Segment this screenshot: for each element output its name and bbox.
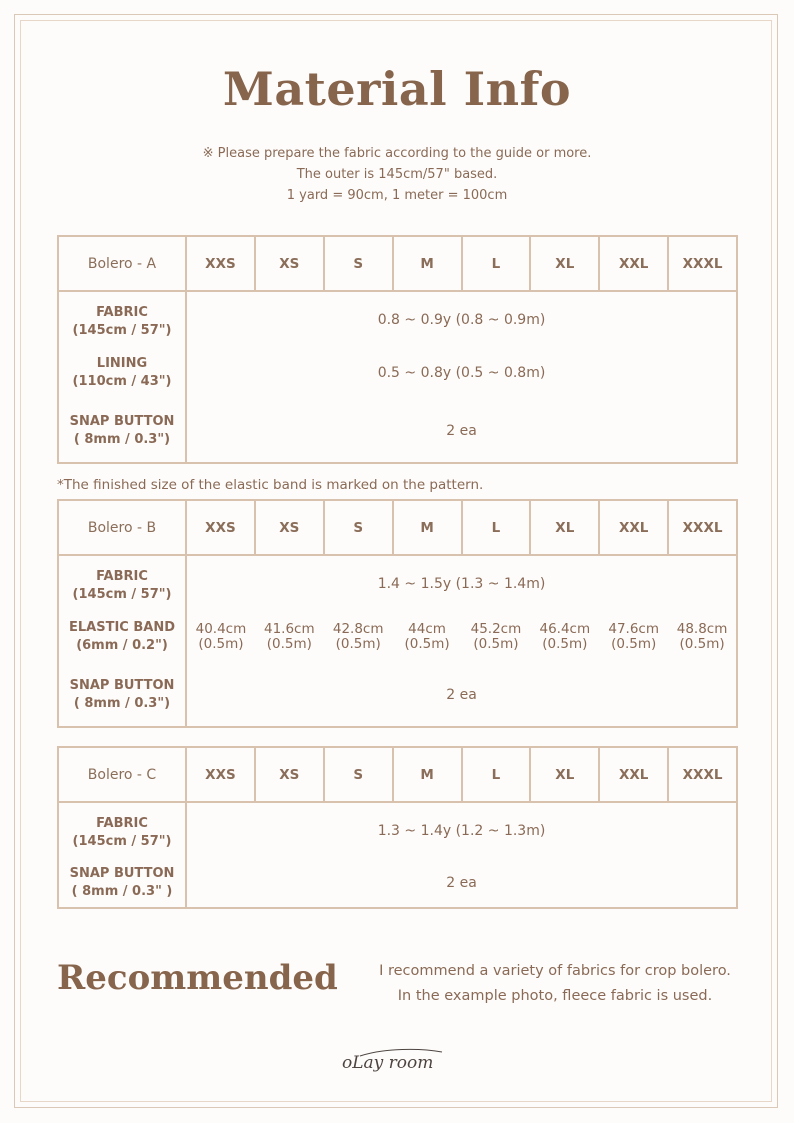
table-name: Bolero - A: [58, 236, 186, 291]
olay-room-logo: [330, 1040, 470, 1080]
note-line-1: ※ Please prepare the fabric according to the guide or more.: [202, 146, 592, 161]
size-header: XL: [530, 500, 599, 555]
table-row: [58, 291, 737, 347]
size-header: XXXL: [668, 500, 737, 555]
fabric-value: 0.8 ~ 0.9y (0.8 ~ 0.9m): [186, 291, 737, 347]
recommended-line-2: In the example photo, fleece fabric is used.: [397, 988, 713, 1004]
table-bolero-a: [57, 235, 738, 464]
table-row: [58, 802, 737, 858]
table-row: [58, 858, 737, 908]
table-name: Bolero - C: [58, 747, 186, 802]
table-header-row: [58, 500, 737, 555]
row-label-snap-button: SNAP BUTTON ( 8mm / 0.3" ): [58, 858, 186, 908]
size-header: S: [324, 500, 393, 555]
size-header: XXS: [186, 747, 255, 802]
elastic-value: 41.6cm (0.5m): [263, 621, 315, 652]
size-header: S: [324, 236, 393, 291]
fabric-value: 1.3 ~ 1.4y (1.2 ~ 1.3m): [186, 802, 737, 858]
table-bolero-b: [57, 499, 738, 728]
table-row: [58, 399, 737, 463]
elastic-value: 45.2cm (0.5m): [470, 621, 522, 652]
table-row: [58, 663, 737, 727]
size-header: M: [393, 236, 462, 291]
size-header: L: [462, 747, 531, 802]
size-header: XXXL: [668, 236, 737, 291]
table-name: Bolero - B: [58, 500, 186, 555]
note-line-3: 1 yard = 90cm, 1 meter = 100cm: [286, 188, 508, 203]
table-row: [58, 611, 737, 663]
size-header: L: [462, 236, 531, 291]
page-title: Material Info: [222, 62, 572, 116]
lining-value: 0.5 ~ 0.8y (0.5 ~ 0.8m): [186, 347, 737, 399]
size-header: M: [393, 500, 462, 555]
snap-button-value: 2 ea: [186, 663, 737, 727]
row-label-lining: LINING (110cm / 43"): [58, 347, 186, 399]
row-label-fabric: FABRIC (145cm / 57"): [58, 802, 186, 858]
size-header: S: [324, 747, 393, 802]
size-header: M: [393, 747, 462, 802]
elastic-value: 47.6cm (0.5m): [608, 621, 659, 652]
snap-button-value: 2 ea: [186, 858, 737, 908]
size-header: XS: [255, 236, 324, 291]
fabric-value: 1.4 ~ 1.5y (1.3 ~ 1.4m): [186, 555, 737, 611]
elastic-value: 48.8cm (0.5m): [668, 611, 737, 663]
row-label-snap-button: SNAP BUTTON ( 8mm / 0.3"): [58, 663, 186, 727]
size-header: XXL: [599, 500, 668, 555]
table-row: [58, 555, 737, 611]
size-header: XXL: [599, 747, 668, 802]
size-header: XXXL: [668, 747, 737, 802]
size-header: XXS: [186, 500, 255, 555]
size-header: L: [462, 500, 531, 555]
elastic-value: 40.4cm (0.5m): [195, 621, 247, 652]
note-line-2: The outer is 145cm/57" based.: [296, 167, 498, 182]
snap-button-value: 2 ea: [186, 399, 737, 463]
recommended-line-1: I recommend a variety of fabrics for crop bolero.: [379, 963, 731, 979]
size-header: XXS: [186, 236, 255, 291]
size-header: XS: [255, 747, 324, 802]
table-header-row: [58, 236, 737, 291]
elastic-value: 44cm (0.5m): [404, 621, 450, 652]
elastic-band-note: *The finished size of the elastic band is marked on the pattern.: [57, 477, 484, 493]
elastic-value: 46.4cm (0.5m): [539, 621, 591, 652]
row-label-fabric: FABRIC (145cm / 57"): [58, 555, 186, 611]
olay-room-logo-text: oLay room: [342, 1053, 434, 1073]
elastic-value: 42.8cm (0.5m): [332, 621, 384, 652]
row-label-snap-button: SNAP BUTTON ( 8mm / 0.3"): [58, 399, 186, 463]
size-header: XS: [255, 500, 324, 555]
row-label-elastic-band: ELASTIC BAND (6mm / 0.2"): [58, 611, 186, 663]
table-header-row: [58, 747, 737, 802]
recommended-title: Recommended: [57, 958, 338, 998]
table-bolero-c: [57, 746, 738, 909]
size-header: XL: [530, 236, 599, 291]
size-header: XXL: [599, 236, 668, 291]
row-label-fabric: FABRIC (145cm / 57"): [58, 291, 186, 347]
size-header: XL: [530, 747, 599, 802]
table-row: [58, 347, 737, 399]
